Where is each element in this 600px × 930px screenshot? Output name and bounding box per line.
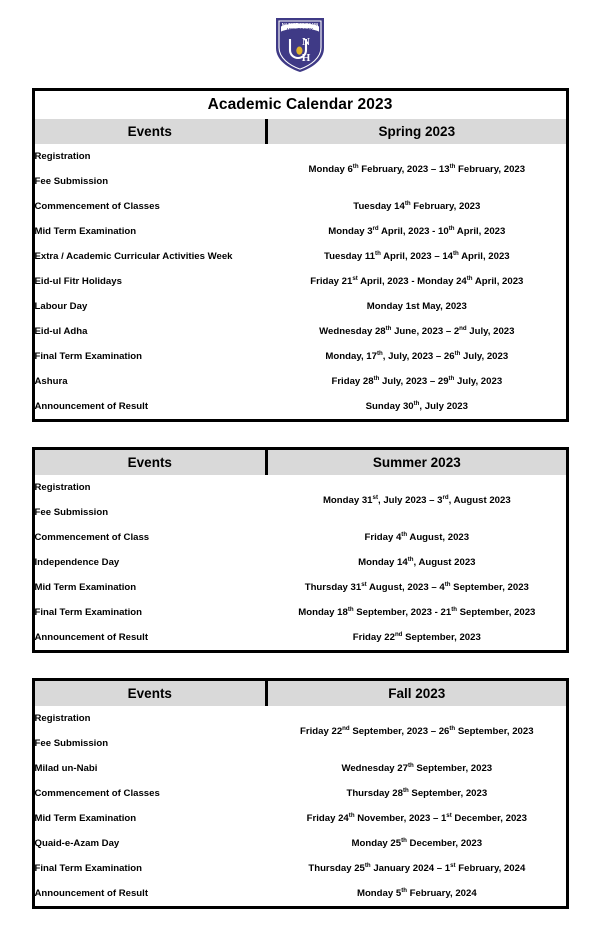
svg-text:NAZEER HUSSAIN: NAZEER HUSSAIN	[281, 22, 319, 28]
calendar-table-fall	[32, 678, 569, 909]
event-date-cell: Friday 22nd September, 2023	[352, 630, 481, 643]
event-name-cell: Fee Submission	[34, 176, 109, 187]
event-name-cell: Registration	[34, 713, 91, 724]
column-header-events: Events	[35, 119, 269, 144]
event-name-cell: Commencement of Classes	[34, 788, 160, 799]
event-name-cell: Labour Day	[34, 301, 88, 312]
event-date-cell: Friday 22nd September, 2023 – 26th September, 2023	[300, 724, 534, 737]
column-header-term: Summer 2023	[268, 450, 565, 475]
event-date-cell: Monday 25th December, 2023	[351, 836, 483, 849]
table-row	[35, 525, 566, 550]
table-row	[35, 881, 566, 906]
calendar-table-summer	[32, 447, 569, 653]
event-date-cell: Monday 14th, August 2023	[358, 555, 476, 568]
event-name-cell: Extra / Academic Curricular Activities Week	[34, 251, 233, 262]
event-name-cell: Ashura	[34, 376, 68, 387]
table-row	[35, 781, 566, 806]
table-row	[35, 369, 566, 394]
table-row	[35, 600, 566, 625]
nazeer-hussain-university-crest-icon	[272, 14, 328, 74]
event-name-cell: Mid Term Examination	[34, 813, 137, 824]
table-row	[35, 244, 566, 269]
table-row	[35, 269, 566, 294]
calendar-table-spring	[32, 88, 569, 422]
table-row	[35, 550, 566, 575]
event-date-cell: Monday 31st, July 2023 – 3rd, August 2023	[322, 493, 511, 506]
event-name-cell: Final Term Examination	[34, 351, 143, 362]
event-name-cell: Milad un-Nabi	[34, 763, 98, 774]
event-name-cell: Commencement of Class	[34, 532, 150, 543]
event-name-cell: Quaid-e-Azam Day	[34, 838, 120, 849]
column-header-events: Events	[35, 681, 269, 706]
event-name-cell: Registration	[34, 151, 91, 162]
event-name-cell: Mid Term Examination	[34, 582, 137, 593]
table-row	[35, 294, 566, 319]
event-date-cell: Monday 6th February, 2023 – 13th February, 2023	[308, 162, 526, 175]
table-row	[35, 856, 566, 881]
event-date-cell: Tuesday 11th April, 2023 – 14th April, 2023	[324, 249, 510, 262]
event-name-cell: Fee Submission	[34, 738, 109, 749]
column-header-events: Events	[35, 450, 269, 475]
column-header-term: Spring 2023	[268, 119, 565, 144]
table-row	[35, 144, 566, 169]
event-date-cell: Monday, 17th, July, 2023 – 26th July, 2023	[325, 349, 509, 362]
event-name-cell: Eid-ul Fitr Holidays	[34, 276, 122, 287]
event-date-cell: Monday 1st May, 2023	[366, 301, 467, 312]
event-name-cell: Announcement of Result	[34, 632, 149, 643]
table-row	[35, 625, 566, 650]
event-name-cell: Mid Term Examination	[34, 226, 137, 237]
event-date-cell: Friday 28th July, 2023 – 29th July, 2023	[331, 374, 503, 387]
event-name-cell: Eid-ul Adha	[34, 326, 88, 337]
event-date-cell: Monday 18th September, 2023 - 21th September, 2023	[298, 605, 536, 618]
event-date-cell: Thursday 31st August, 2023 – 4th September, 2023	[304, 580, 529, 593]
table-row	[35, 475, 566, 500]
table-row	[35, 219, 566, 244]
column-header-row	[35, 681, 566, 706]
table-row	[35, 756, 566, 781]
svg-text:UNIVERSITY: UNIVERSITY	[287, 27, 313, 32]
event-date-cell: Friday 24th November, 2023 – 1st December, 2023	[306, 811, 527, 824]
event-date-cell: Thursday 25th January 2024 – 1st February, 2024	[308, 861, 526, 874]
table-row	[35, 706, 566, 731]
table-row	[35, 319, 566, 344]
academic-calendar-tables	[0, 88, 600, 909]
event-date-cell: Thursday 28th September, 2023	[346, 786, 488, 799]
table-row	[35, 831, 566, 856]
event-name-cell: Commencement of Classes	[34, 201, 160, 212]
event-date-cell: Monday 3rd April, 2023 - 10th April, 2023	[328, 224, 506, 237]
column-header-term: Fall 2023	[268, 681, 565, 706]
event-date-cell: Sunday 30th, July 2023	[365, 399, 468, 412]
event-name-cell: Fee Submission	[34, 507, 109, 518]
event-name-cell: Announcement of Result	[34, 401, 149, 412]
table-row	[35, 194, 566, 219]
page-title: Academic Calendar 2023	[35, 91, 566, 119]
university-logo-band	[0, 0, 600, 88]
event-name-cell: Registration	[34, 482, 91, 493]
event-name-cell: Announcement of Result	[34, 888, 149, 899]
svg-text:H: H	[301, 52, 311, 64]
event-date-cell: Tuesday 14th February, 2023	[353, 199, 481, 212]
event-name-cell: Final Term Examination	[34, 607, 143, 618]
event-name-cell: Final Term Examination	[34, 863, 143, 874]
event-date-cell: Wednesday 28th June, 2023 – 2nd July, 2023	[319, 324, 515, 337]
event-date-cell: Friday 21st April, 2023 - Monday 24th April, 2023	[310, 274, 524, 287]
table-row	[35, 575, 566, 600]
event-date-cell: Monday 5th February, 2024	[356, 886, 477, 899]
column-header-row	[35, 450, 566, 475]
column-header-row	[35, 119, 566, 144]
calendar-title-row	[35, 91, 566, 119]
table-row	[35, 344, 566, 369]
svg-text:N: N	[302, 36, 310, 48]
table-row	[35, 806, 566, 831]
event-date-cell: Friday 4th August, 2023	[364, 530, 470, 543]
event-name-cell: Independence Day	[34, 557, 120, 568]
event-date-cell: Wednesday 27th September, 2023	[341, 761, 493, 774]
table-row	[35, 394, 566, 419]
